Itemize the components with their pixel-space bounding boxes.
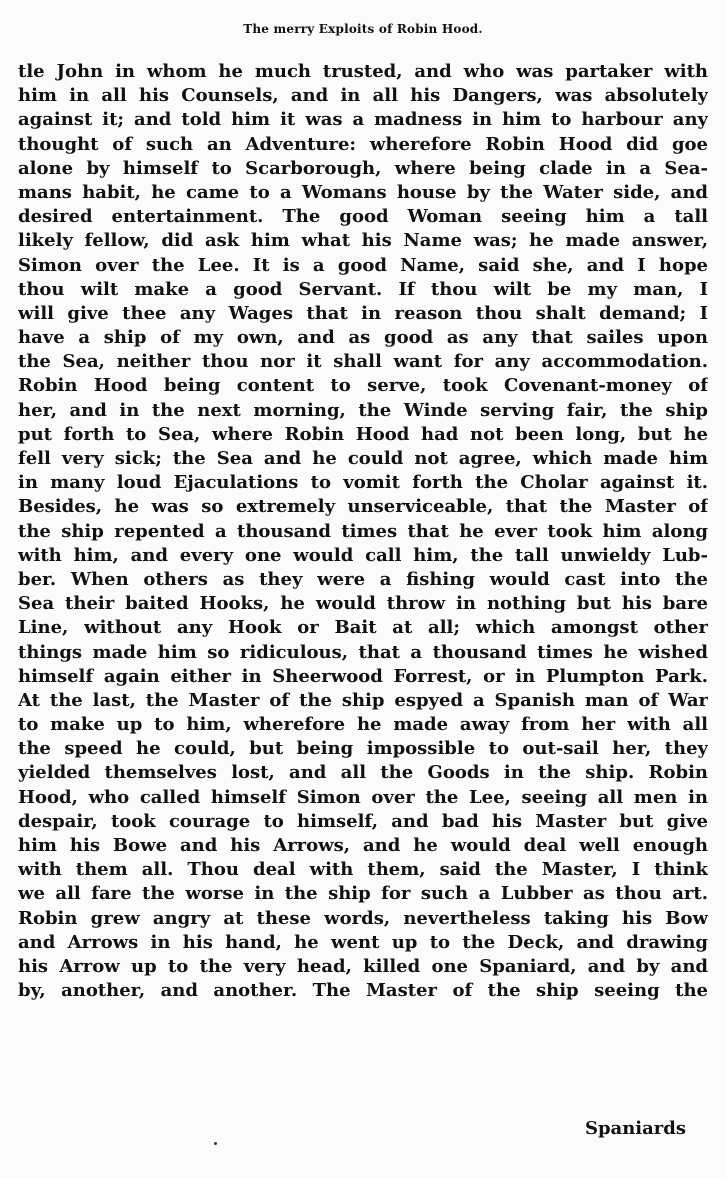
text-line: will give thee any Wages that in reason thou shalt demand; I — [18, 302, 708, 324]
text-line: Robin Hood being content to serve, took Covenant-money of — [18, 375, 708, 397]
text-line: desired entertainment. The good Woman seeing him a tall — [18, 206, 708, 228]
text-line: mans habit, he came to a Womans house by the Water side, and — [18, 181, 708, 203]
body-text — [18, 60, 708, 1003]
catchword: Spaniards — [584, 1118, 686, 1139]
text-line: to make up to him, wherefore he made away from her with all — [18, 714, 708, 736]
text-line: by, another, and another. The Master of the ship seeing the — [18, 980, 708, 1002]
text-line: yielded themselves lost, and all the Goods in the ship. Robin — [18, 762, 708, 784]
text-line: the Sea, neither thou nor it shall want for any accommodation. — [18, 351, 708, 373]
text-line: thought of such an Adventure: wherefore Robin Hood did goe — [18, 133, 708, 155]
text-line: have a ship of my own, and as good as any that sailes upon — [18, 327, 708, 349]
running-head: The merry Exploits of Robin Hood. — [243, 22, 483, 36]
text-line: in many loud Ejaculations to vomit forth the Cholar against it. — [18, 472, 708, 494]
text-line: Sea their baited Hooks, he would throw in nothing but his bare — [18, 593, 708, 615]
text-line: alone by himself to Scarborough, where being clade in a Sea- — [18, 157, 708, 179]
text-line: with him, and every one would call him, the tall unwieldy Lub- — [18, 544, 708, 566]
text-line: Robin grew angry at these words, nevertheless taking his Bow — [18, 907, 708, 929]
text-line: with them all. Thou deal with them, said the Master, I think — [18, 859, 708, 881]
text-line: put forth to Sea, where Robin Hood had not been long, but he — [18, 423, 708, 445]
text-line: himself again either in Sheerwood Forrest, or in Plumpton Park. — [18, 665, 708, 687]
text-line: fell very sick; the Sea and he could not agree, which made him — [18, 448, 708, 469]
text-line: Besides, he was so extremely unserviceable, that the Master of — [18, 496, 708, 518]
text-line: Hood, who called himself Simon over the Lee, seeing all men in — [18, 786, 708, 808]
text-line: against it; and told him it was a madness in him to harbour any — [18, 109, 708, 131]
text-line: and Arrows in his hand, he went up to the Deck, and drawing — [18, 931, 708, 953]
text-line: despair, took courage to himself, and bad his Master but give — [18, 810, 708, 832]
text-line: his Arrow up to the very head, killed one Spaniard, and by and — [18, 955, 708, 977]
text-line: thou wilt make a good Servant. If thou wilt be my man, I — [18, 278, 708, 300]
text-line: we all fare the worse in the ship for such a Lubber as thou art. — [18, 883, 708, 905]
text-line: the ship repented a thousand times that he ever took him along — [18, 520, 708, 542]
text-line: him his Bowe and his Arrows, and he would deal well enough — [18, 835, 708, 856]
text-line: things made him so ridiculous, that a thousand times he wished — [18, 641, 708, 663]
text-line: her, and in the next morning, the Winde serving fair, the ship — [18, 399, 708, 421]
text-line: likely fellow, did ask him what his Name was; he made answer, — [18, 230, 708, 252]
text-line: tle John in whom he much trusted, and who was partaker with — [18, 61, 708, 82]
text-line: At the last, the Master of the ship espyed a Spanish man of War — [18, 689, 708, 711]
text-line: him in all his Counsels, and in all his Dangers, was absolutely — [18, 85, 708, 107]
ink-speck — [214, 1142, 217, 1145]
text-line: Simon over the Lee. It is a good Name, said she, and I hope — [18, 254, 708, 276]
text-line: the speed he could, but being impossible to out-sail her, they — [18, 738, 708, 760]
text-line: Line, without any Hook or Bait at all; which amongst other — [18, 617, 708, 639]
text-line: ber. When others as they were a fishing would cast into the — [18, 568, 708, 590]
